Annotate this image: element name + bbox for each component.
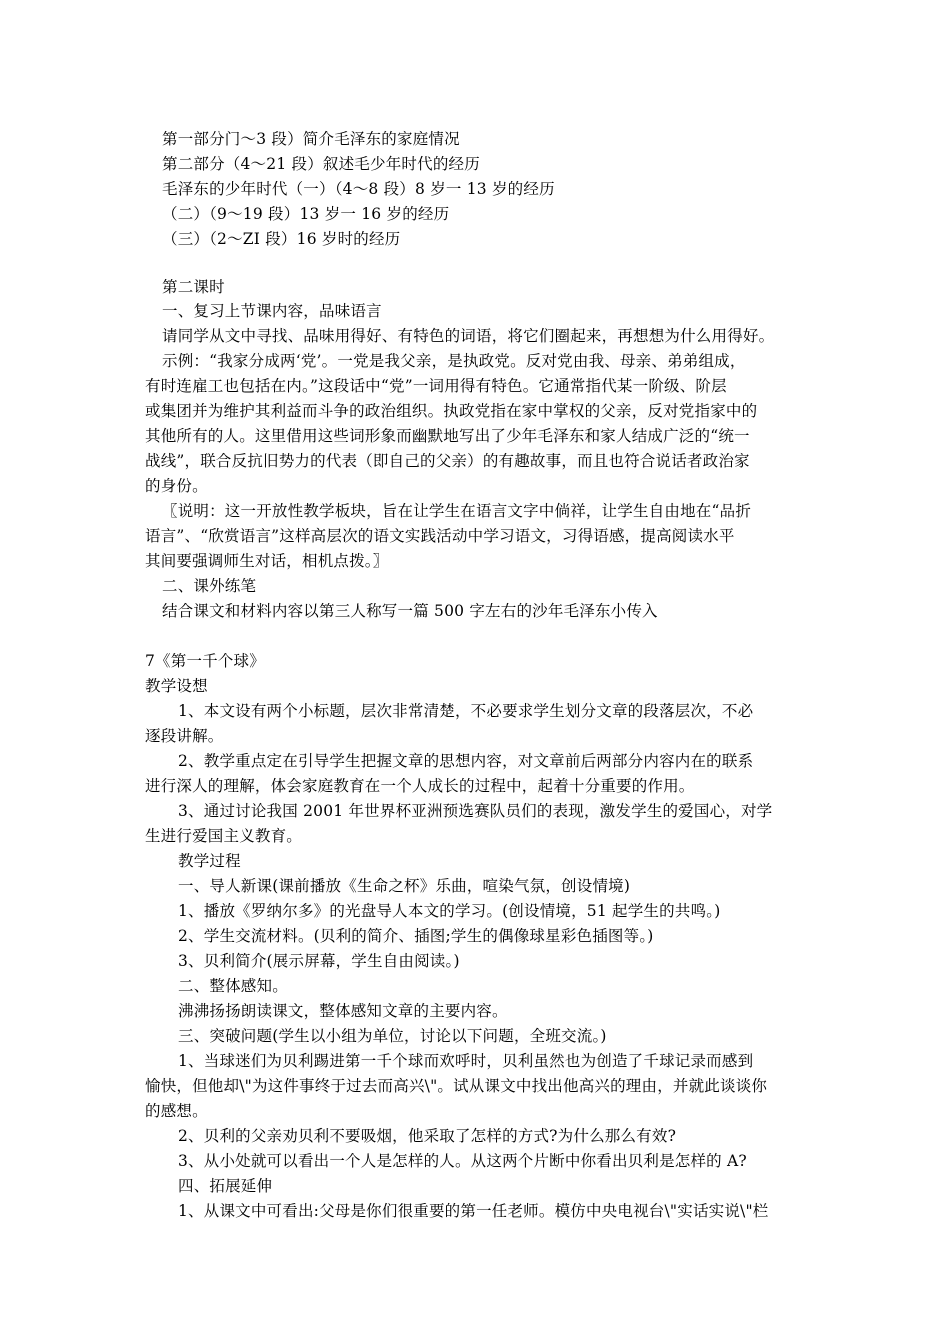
text-line: 1、播放《罗纳尔多》的光盘导人本文的学习。(创设情境，51 起学生的共鸣。) xyxy=(178,902,721,920)
text-line: 1、从课文中可看出:父母是你们很重要的第一任老师。模仿中央电视台\"实话实说\"栏 xyxy=(178,1202,769,1220)
text-line: 愉快，但他却\"为这件事终于过去而高兴\"。试从课文中找出他高兴的理由，并就此谈谈你 xyxy=(145,1077,768,1095)
text-line: 沸沸扬扬朗读课文，整体感知文章的主要内容。 xyxy=(178,1002,508,1020)
text-line: 逐段讲解。 xyxy=(145,727,224,745)
text-line: 1、当球迷们为贝利踢进第一千个球而欢呼时，贝利虽然也为创造了千球记录而感到 xyxy=(178,1052,754,1070)
text-line: 第二部分（4～21 段）叙述毛少年时代的经历 xyxy=(162,155,480,173)
text-line: 二、课外练笔 xyxy=(162,577,257,595)
text-line: 请同学从文中寻找、品味用得好、有特色的词语，将它们圈起来，再想想为什么用得好。 xyxy=(162,327,775,345)
text-line: 生进行爱国主义教育。 xyxy=(145,827,303,845)
text-line: 其间要强调师生对话，相机点拨。〗 xyxy=(145,552,389,570)
text-line: 3、从小处就可以看出一个人是怎样的人。从这两个片断中你看出贝利是怎样的 A? xyxy=(178,1152,747,1170)
text-line: 的感想。 xyxy=(145,1102,208,1120)
text-line: 或集团并为维护其利益而斗争的政治组织。执政党指在家中掌权的父亲，反对党指家中的 xyxy=(145,402,758,420)
text-line: 3、通过讨论我国 2001 年世界杯亚洲预选赛队员们的表现，激发学生的爱国心，对学 xyxy=(178,802,773,820)
text-line: 其他所有的人。这里借用这些词形象而幽默地写出了少年毛泽东和家人结成广泛的“统一 xyxy=(145,427,750,445)
text-line: 一、复习上节课内容，品味语言 xyxy=(162,302,382,320)
text-line: 的身份。 xyxy=(145,477,208,495)
text-line: 第一部分门～3 段）简介毛泽东的家庭情况 xyxy=(162,130,460,148)
text-line: 有时连雇工也包括在内。”这段话中“党”一词用得有特色。它通常指代某一阶级、阶层 xyxy=(145,377,727,395)
text-line: （二）（9～19 段）13 岁一 16 岁的经历 xyxy=(162,205,450,223)
text-line: 毛泽东的少年时代（一）（4～8 段）8 岁一 13 岁的经历 xyxy=(162,180,555,198)
section-heading: 四、拓展延伸 xyxy=(178,1177,273,1195)
text-line: 2、教学重点定在引导学生把握文章的思想内容，对文章前后两部分内容内在的联系 xyxy=(178,752,754,770)
text-line: 二、整体感知。 xyxy=(178,977,288,995)
text-line: 结合课文和材料内容以第三人称写一篇 500 字左右的沙年毛泽东小传入 xyxy=(162,602,658,620)
text-line: 进行深人的理解，体会家庭教育在一个人成长的过程中，起着十分重要的作用。 xyxy=(145,777,695,795)
text-line: 语言”、“欣赏语言”这样高层次的语文实践活动中学习语文，习得语感，提高阅读水平 xyxy=(145,527,735,545)
text-line: 3、贝利简介(展示屏幕，学生自由阅读。) xyxy=(178,952,460,970)
section-heading: 教学设想 xyxy=(145,677,208,695)
text-line: 战线”，联合反抗旧势力的代表（即自己的父亲）的有趣故事，而且也符合说话者政治家 xyxy=(145,452,750,470)
text-line: 三、突破问题(学生以小组为单位，讨论以下问题，全班交流。) xyxy=(178,1027,607,1045)
text-line: 2、贝利的父亲劝贝利不要吸烟，他采取了怎样的方式?为什么那么有效? xyxy=(178,1127,677,1145)
text-line: 1、本文设有两个小标题，层次非常清楚，不必要求学生划分文章的段落层次，不必 xyxy=(178,702,754,720)
text-line: 〖说明：这一开放性教学板块，旨在让学生在语言文字中倘祥，让学生自由地在“品折 xyxy=(162,502,752,520)
lesson-title: 7《第一千个球》 xyxy=(145,652,265,670)
section-heading: 第二课时 xyxy=(162,278,225,296)
text-line: 2、学生交流材料。(贝利的简介、插图;学生的偶像球星彩色插图等。) xyxy=(178,927,654,945)
text-line: 示例：“我家分成两‘党’。一党是我父亲，是执政党。反对党由我、母亲、弟弟组成， xyxy=(162,352,746,370)
section-heading: 教学过程 xyxy=(178,852,241,870)
text-line: 一、导人新课(课前播放《生命之杯》乐曲，喧染气氛，创设情境) xyxy=(178,877,631,895)
text-line: （三）（2～ZI 段）16 岁时的经历 xyxy=(162,230,401,248)
